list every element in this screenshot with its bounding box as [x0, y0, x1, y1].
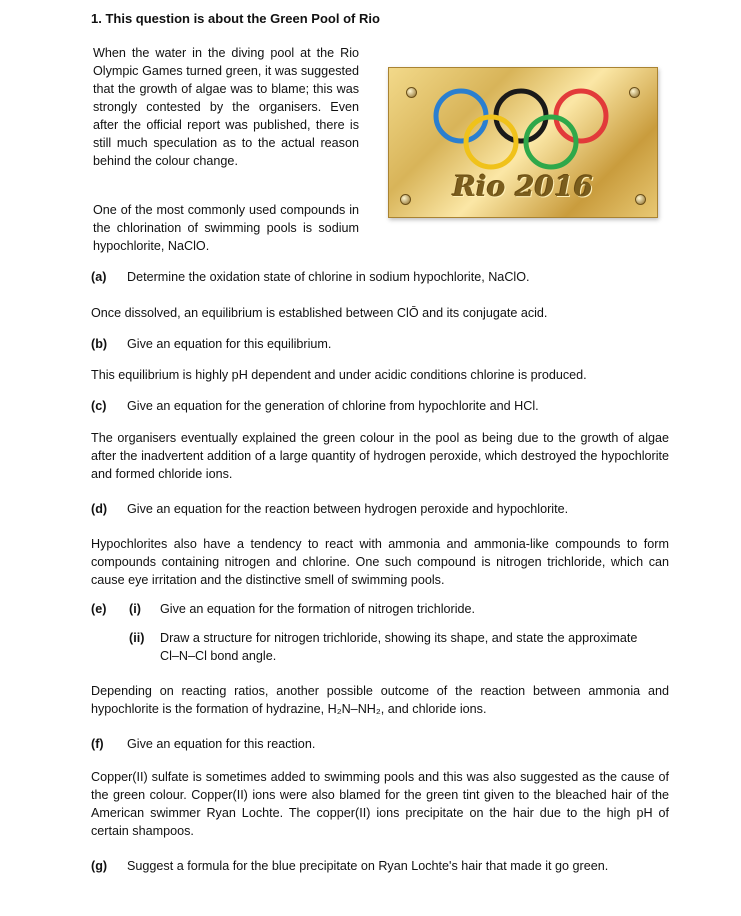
paragraph-4: Hypochlorites also have a tendency to react with ammonia and ammonia-like compounds to form compounds containing nitrogen and chlorine. One such compound is nitrogen trichloride, which can cause eye irritation and the distinctive smell of swimming pools.	[91, 537, 669, 587]
watermark-stamp	[684, 0, 736, 45]
question-text: Give an equation for this reaction.	[127, 737, 316, 751]
subquestion-text: Give an equation for the formation of nitrogen trichloride.	[160, 602, 476, 616]
rio-2016-plaque-image	[388, 67, 658, 218]
intro-paragraph-2: One of the most commonly used compounds in the chlorination of swimming pools is sodium hypochlorite, NaClO.	[93, 203, 359, 253]
paragraph-5: Depending on reacting ratios, another possible outcome of the reaction between ammonia and hypochlorite is the formation of hydrazine, H₂N–NH₂, and chloride ions.	[91, 684, 669, 716]
question-e-ii	[129, 629, 649, 665]
question-a	[91, 268, 530, 286]
question-c	[91, 397, 539, 415]
question-d	[91, 500, 568, 518]
intro-paragraph-1: When the water in the diving pool at the Rio Olympic Games turned green, it was suggested that the growth of algae was to blame; this was strongly contested by the organisers. Even after the official report was published, there is still much speculation as to the actual reason behind the colour change.	[93, 46, 359, 168]
question-label: (a)	[91, 270, 107, 284]
subquestion-text: Draw a structure for nitrogen trichloride, showing its shape, and state the approximate Cl–N–Cl bond angle.	[160, 631, 638, 663]
question-label: (f)	[91, 737, 104, 751]
question-text: Give an equation for the reaction between hydrogen peroxide and hypochlorite.	[127, 502, 569, 516]
plaque-text: Rio 2016	[452, 170, 594, 203]
question-label: (e)	[91, 602, 107, 616]
olympic-rings-icon	[389, 68, 657, 178]
paragraph-6: Copper(II) sulfate is sometimes added to swimming pools and this was also suggested as the cause of the green colour. Copper(II) ions were also blamed for the green tint given to the bleached hair of the American swimmer Ryan Lochte. The copper(II) ions precipitate on the hair due to the high pH of certain shampoos.	[91, 770, 669, 838]
question-label: (c)	[91, 399, 107, 413]
question-text: Give an equation for this equilibrium.	[127, 337, 332, 351]
subquestion-label: (i)	[129, 602, 141, 616]
question-f	[91, 735, 315, 753]
question-e-i	[129, 600, 649, 618]
paragraph-2: This equilibrium is highly pH dependent and under acidic conditions chlorine is produced.	[91, 368, 587, 382]
question-b	[91, 335, 331, 353]
question-label: (d)	[91, 502, 108, 516]
question-text: Suggest a formula for the blue precipitate on Ryan Lochte's hair that made it go green.	[127, 859, 609, 873]
question-title: 1. This question is about the Green Pool of Rio	[91, 11, 380, 26]
question-label: (g)	[91, 859, 108, 873]
question-e	[91, 600, 127, 618]
question-text: Give an equation for the generation of chlorine from hypochlorite and HCl.	[127, 399, 539, 413]
question-label: (b)	[91, 337, 108, 351]
subquestion-label: (ii)	[129, 631, 145, 645]
question-g	[91, 857, 608, 875]
paragraph-1: Once dissolved, an equilibrium is established between ClŌ and its conjugate acid.	[91, 306, 548, 320]
paragraph-3: The organisers eventually explained the green colour in the pool as being due to the growth of algae after the inadvertent addition of a large quantity of hydrogen peroxide, which destroyed the hypochlorite and formed chloride ions.	[91, 431, 669, 481]
question-text: Determine the oxidation state of chlorine in sodium hypochlorite, NaClO.	[127, 270, 530, 284]
